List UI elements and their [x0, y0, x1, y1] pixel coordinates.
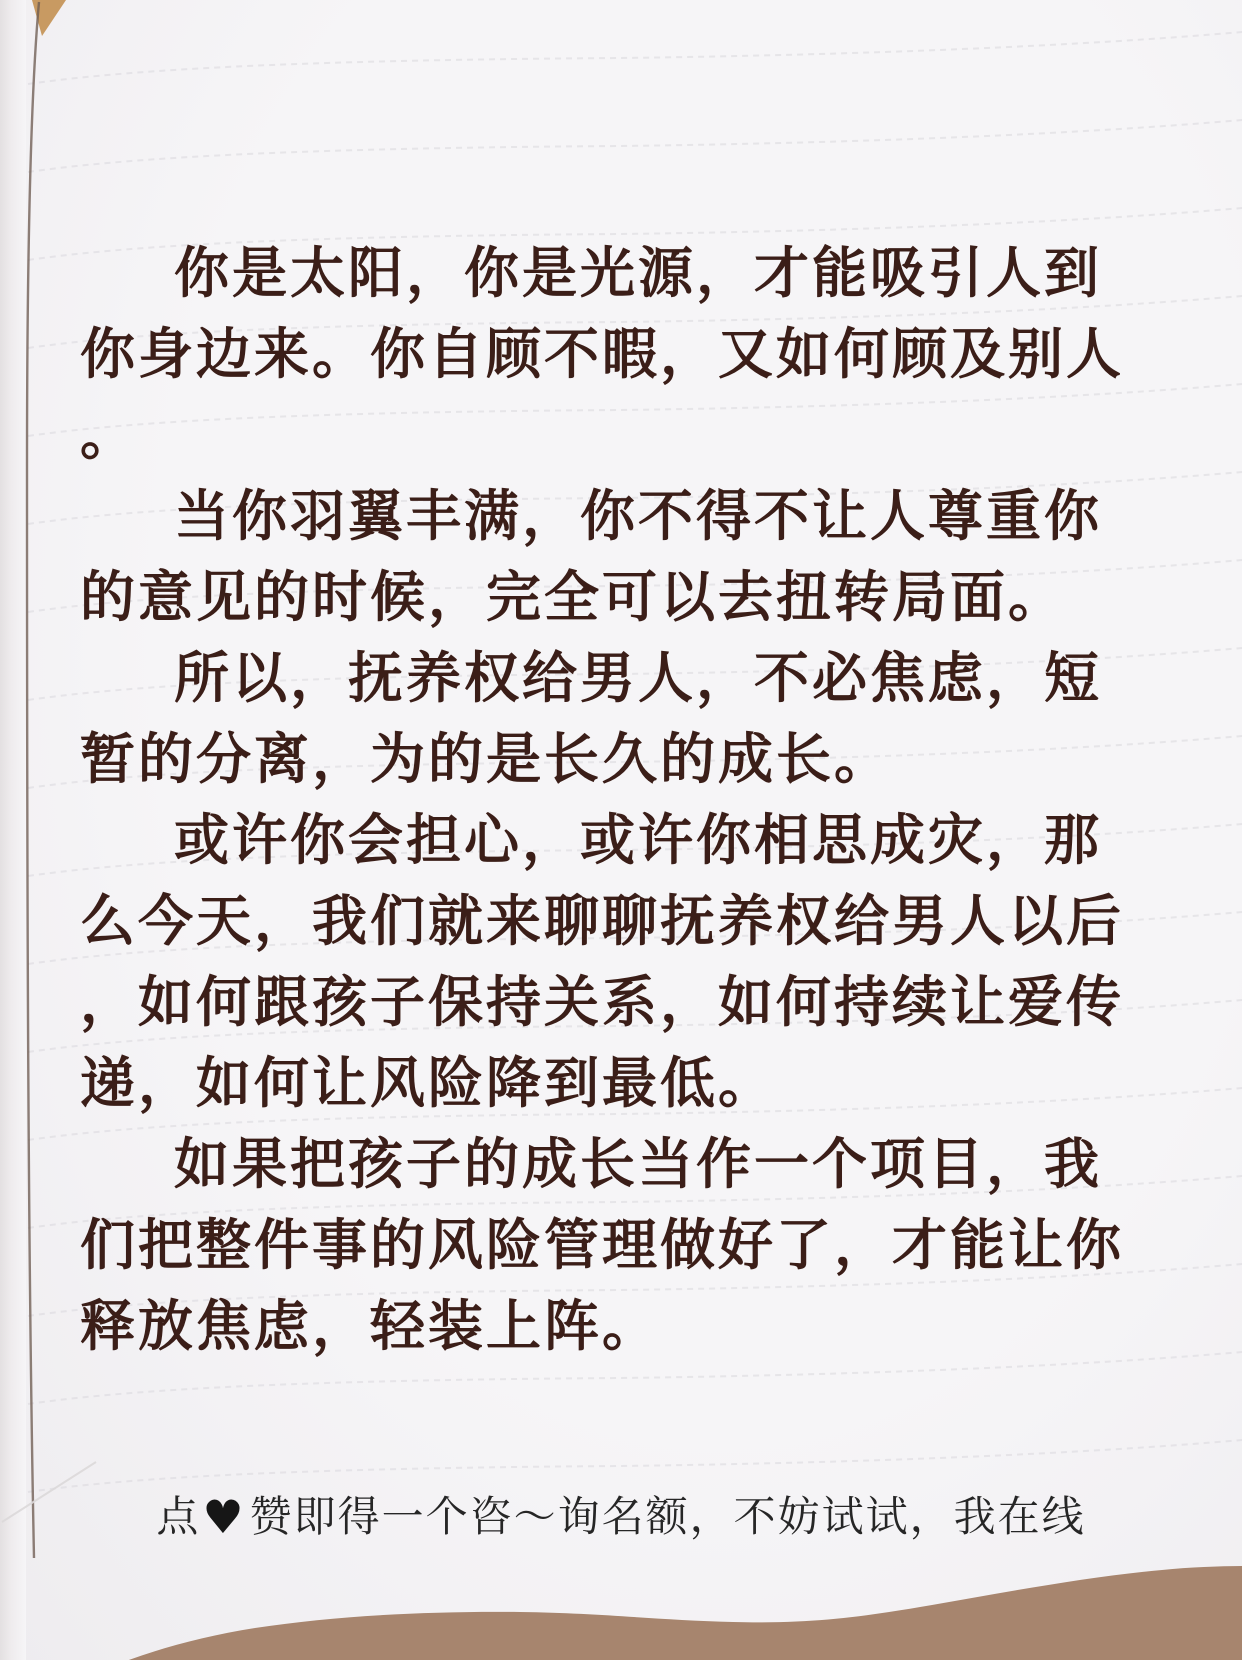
text-line: ，如何跟孩子保持关系，如何持续让爱传 — [80, 972, 1125, 1033]
text-block — [80, 233, 1126, 1367]
caption — [0, 1488, 1242, 1546]
caption-prefix: 点 — [156, 1493, 201, 1540]
text-line: 你身边来。你自顾不暇，又如何顾及别人 — [80, 324, 1125, 385]
text-line: 的意见的时候，完全可以去扭转局面。 — [80, 567, 1067, 628]
text-line: 暂的分离，为的是长久的成长。 — [80, 729, 893, 790]
text-line: 递，如何让风险降到最低。 — [80, 1053, 777, 1114]
text-line: 。 — [80, 405, 139, 466]
text-line: 么今天，我们就来聊聊抚养权给男人以后 — [80, 891, 1125, 952]
text-line: 或许你会担心，或许你相思成灾，那 — [174, 810, 1103, 871]
caption-suffix: 赞即得一个咨～询名额，不妨试试，我在线 — [249, 1493, 1086, 1540]
spine-line — [27, 2, 39, 1558]
text-line: 释放焦虑，轻装上阵。 — [80, 1296, 661, 1357]
text-line: 所以，抚养权给男人，不必焦虑，短 — [174, 648, 1103, 709]
text-line: 你是太阳，你是光源，才能吸引人到 — [174, 243, 1103, 304]
heart-icon: ♥ — [202, 1490, 246, 1544]
text-line: 当你羽翼丰满，你不得不让人尊重你 — [174, 486, 1103, 547]
text-line: 们把整件事的风险管理做好了，才能让你 — [80, 1215, 1125, 1276]
desk-surface — [118, 1566, 1242, 1660]
text-line: 如果把孩子的成长当作一个项目，我 — [174, 1134, 1103, 1195]
